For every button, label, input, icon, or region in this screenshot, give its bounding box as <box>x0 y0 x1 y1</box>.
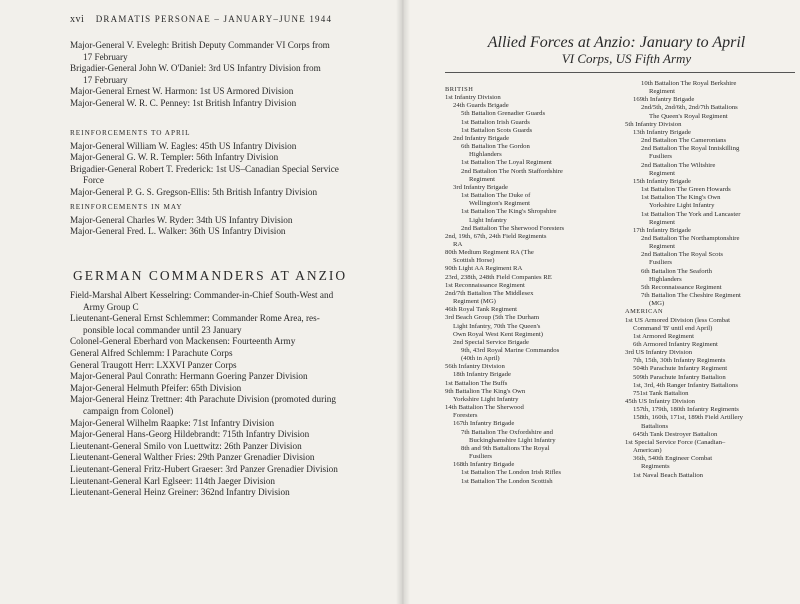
entry-line: Major-General Hans-Georg Hildebrandt: 715th Infantry Division <box>70 429 310 440</box>
commander-entry <box>70 348 396 360</box>
entry-line: Brigadier-General Robert T. Frederick: 1st US–Canadian Special Service <box>70 163 339 174</box>
unit-entry: 5th Infantry Division <box>625 120 682 128</box>
unit-entry: Yorkshire Light Infantry <box>649 202 715 210</box>
unit-entry: 157th, 179th, 180th Infantry Regiments <box>633 406 739 414</box>
unit-entry: 36th, 540th Engineer Combat <box>633 455 713 463</box>
unit-entry: 1st Battalion The London Irish Rifles <box>461 469 561 477</box>
unit-entry: 1st Battalion The King's Shropshire <box>461 208 557 216</box>
entry-line: Major-General P. G. S. Gregson-Ellis: 5th British Infantry Division <box>70 186 318 197</box>
entry-line: 17 February <box>83 51 128 62</box>
unit-entry: American) <box>633 447 662 455</box>
page-number: xvi <box>70 14 85 25</box>
unit-entry: Light Infantry, 70th The Queen's <box>453 322 541 330</box>
commander-entry <box>70 313 396 336</box>
entry-line: Field-Marshal Albert Kesselring: Commander-in-Chief South-West and <box>70 290 334 300</box>
commander-entry <box>70 464 396 476</box>
unit-entry: 167th Infantry Brigade <box>453 420 515 428</box>
unit-entry: Buckinghamshire Light Infantry <box>469 436 556 444</box>
unit-entry: 8th and 9th Battalions The Royal <box>461 444 550 452</box>
unit-entry: 13th Infantry Brigade <box>633 128 691 136</box>
unit-entry: 751st Tank Battalion <box>633 389 689 397</box>
commander-entry <box>70 487 396 499</box>
unit-entry: 168th Infantry Brigade <box>453 461 515 469</box>
unit-entry: 6th Armored Infantry Regiment <box>633 341 718 348</box>
unit-entry: 17th Infantry Brigade <box>633 226 691 234</box>
unit-entry: (40th in April) <box>461 355 500 363</box>
entry-line: Major-General W. R. C. Penney: 1st British Infantry Division <box>70 97 297 108</box>
entry-line: ponsible local commander until 23 January <box>83 324 242 335</box>
unit-entry: Light Infantry <box>469 216 507 224</box>
unit-entry: The Queen's Royal Regiment <box>649 112 728 120</box>
unit-entry: 1st Battalion The Buffs <box>445 379 508 387</box>
unit-entry: 56th Infantry Division <box>445 363 505 371</box>
running-head-title: DRAMATIS PERSONAE – JANUARY–JUNE 1944 <box>95 14 333 24</box>
commanders-list <box>70 40 396 110</box>
commander-entry <box>70 152 396 164</box>
entry-line: Major-General Fred. L. Walker: 36th US Infantry Division <box>70 226 286 237</box>
unit-entry: 2nd, 19th, 67th, 24th Field Regiments <box>445 232 547 240</box>
unit-entry: 24th Guards Brigade <box>453 102 509 110</box>
unit-entry: 1st Naval Beach Battalion <box>633 471 704 479</box>
unit-entry: 169th Infantry Brigade <box>633 96 695 104</box>
unit-entry: 3rd US Infantry Division <box>625 349 693 357</box>
unit-entry: 1st Battalion The London Scottish <box>461 477 553 485</box>
commander-entry <box>70 40 396 63</box>
unit-entry: 5th Reconnaissance Regiment <box>641 283 722 291</box>
unit-entry: Own Royal West Kent Regiment) <box>453 330 543 338</box>
entry-line: Lieutenant-General Smilo von Luettwitz: 26th Panzer Division <box>70 440 302 451</box>
entry-line: Major-General Helmuth Pfeifer: 65th Division <box>70 382 242 393</box>
commander-entry <box>70 63 396 86</box>
unit-entry: 10th Battalion The Royal Berkshire <box>641 80 737 87</box>
unit-entry: 23rd, 238th, 248th Field Companies RE <box>445 273 552 281</box>
commander-entry <box>70 215 396 227</box>
unit-entry: Foresters <box>453 412 478 420</box>
commander-entry <box>70 429 396 441</box>
commander-entry <box>70 226 396 238</box>
unit-entry: Fusiliers <box>649 259 673 267</box>
unit-entry: Scottish Horse) <box>453 257 495 265</box>
unit-entry: 1st Armored Regiment <box>633 332 694 340</box>
unit-entry: 1st Battalion Scots Guards <box>461 126 533 134</box>
entry-line: Colonel-General Eberhard von Mackensen: Fourteenth Army <box>70 336 296 347</box>
title-rule <box>445 72 795 73</box>
commander-entry <box>70 98 396 110</box>
entry-line: Major-General Wilhelm Raapke: 71st Infantry Division <box>70 417 275 428</box>
unit-entry: 1st Battalion The Loyal Regiment <box>461 159 552 167</box>
unit-entry: 7th, 15th, 30th Infantry Regiments <box>633 357 726 365</box>
unit-entry: 2nd Battalion The Wiltshire <box>641 161 716 169</box>
commander-entry <box>70 418 396 430</box>
german-commanders-list <box>70 290 396 499</box>
entry-line: Major-General Heinz Trettner: 4th Parachute Division (promoted during <box>70 394 336 405</box>
unit-entry: 2nd Battalion The Cameronians <box>641 137 727 145</box>
commander-entry <box>70 383 396 395</box>
unit-entry: 2nd Battalion The Royal Inniskilling <box>641 145 740 153</box>
unit-entry: 2nd/5th, 2nd/6th, 2nd/7th Battalions <box>641 104 738 112</box>
unit-entry: Regiment <box>649 243 676 251</box>
unit-entry: 2nd/7th Battalion The Middlesex <box>445 289 534 297</box>
section-heading: REINFORCEMENTS IN MAY <box>70 203 183 211</box>
german-commanders-heading: GERMAN COMMANDERS AT ANZIO <box>73 268 348 283</box>
entry-line: 17 February <box>83 74 128 85</box>
unit-entry: Highlanders <box>649 275 682 283</box>
unit-entry: 1st Special Service Force (Canadian– <box>625 438 726 446</box>
unit-entry: 6th Battalion The Gordon <box>461 143 530 151</box>
unit-entry: 9th, 43rd Royal Marine Commandos <box>461 347 560 354</box>
unit-entry: 1st US Armored Division (less Combat <box>625 316 730 324</box>
nation-heading: AMERICAN <box>625 308 664 316</box>
entry-line: Major-General Charles W. Ryder: 34th US Infantry Division <box>70 214 293 225</box>
commander-entry <box>70 86 396 98</box>
entry-line: Lieutenant-General Heinz Greiner: 362nd Infantry Division <box>70 487 290 498</box>
unit-entry: Regiment (MG) <box>453 298 496 306</box>
entry-line: General Traugott Herr: LXXVI Panzer Corps <box>70 359 237 370</box>
commander-entry <box>70 164 396 187</box>
unit-entry: 1st Battalion The Duke of <box>461 192 531 200</box>
unit-entry: 3rd Beach Group (5th The Durham <box>445 314 540 322</box>
unit-entry: 504th Parachute Infantry Regiment <box>633 365 728 373</box>
unit-entry: Regiment <box>649 88 676 96</box>
unit-entry: Regiment <box>649 169 676 177</box>
unit-entry: 45th US Infantry Division <box>625 398 696 406</box>
entry-line: Lieutenant-General Karl Eglseer: 114th Jaeger Division <box>70 475 276 486</box>
unit-entry: Command 'B' until end April) <box>633 324 713 332</box>
section-heading: REINFORCEMENTS TO APRIL <box>70 129 191 137</box>
entry-line: Force <box>83 175 104 186</box>
unit-entry: 645th Tank Destroyer Battalion <box>633 430 718 438</box>
unit-entry: 1st Battalion The Green Howards <box>641 186 731 194</box>
reinforcements-april-section <box>70 128 396 199</box>
unit-entry: (MG) <box>649 300 665 308</box>
commander-entry <box>70 360 396 372</box>
reinforcements-may-section <box>70 202 396 238</box>
commander-entry <box>70 336 396 348</box>
unit-entry: 1st Infantry Division <box>445 94 501 102</box>
entry-line: Major-General V. Evelegh: British Deputy Commander VI Corps from <box>70 40 330 50</box>
unit-entry: 1st Battalion The York and Lancaster <box>641 210 741 218</box>
unit-entry: 80th Medium Regiment RA (The <box>445 249 534 257</box>
entry-line: Major-General Ernest W. Harmon: 1st US Armored Division <box>70 86 294 97</box>
entry-line: Major-General G. W. R. Templer: 56th Infantry Division <box>70 152 279 163</box>
unit-entry: 7th Battalion The Oxfordshire and <box>461 428 553 436</box>
unit-entry: Yorkshire Light Infantry <box>453 395 519 403</box>
unit-entry: 18th Infantry Brigade <box>453 371 511 379</box>
unit-entry: Highlanders <box>469 151 502 159</box>
page-title: Allied Forces at Anzio: January to April <box>487 34 746 51</box>
unit-entry: 509th Parachute Infantry Battalion <box>633 373 726 381</box>
page-subtitle: VI Corps, US Fifth Army <box>561 51 692 66</box>
commander-entry <box>70 476 396 488</box>
unit-entry: 46th Royal Tank Regiment <box>445 306 518 314</box>
unit-entry: 158th, 160th, 171st, 189th Field Artillery <box>633 414 743 422</box>
entry-line: Major-General William W. Eagles: 45th US Infantry Division <box>70 140 297 151</box>
unit-entry: 6th Battalion The Seaforth <box>641 267 713 275</box>
unit-entry: 7th Battalion The Cheshire Regiment <box>641 292 741 300</box>
unit-entry: 1st, 3rd, 4th Ranger Infantry Battalions <box>633 381 738 389</box>
unit-entry: Fusiliers <box>469 453 493 461</box>
unit-entry: 1st Battalion The King's Own <box>641 194 721 202</box>
unit-entry: 9th Battalion The King's Own <box>445 387 526 395</box>
entry-line: Brigadier-General John W. O'Daniel: 3rd US Infantry Division from <box>70 63 321 74</box>
unit-entry: 2nd Battalion The Sherwood Foresters <box>461 224 565 232</box>
unit-entry: 2nd Infantry Brigade <box>453 134 510 142</box>
commander-entry <box>70 290 396 313</box>
unit-entry: 1st Battalion Irish Guards <box>461 118 530 126</box>
unit-entry: 2nd Battalion The North Staffordshire <box>461 167 563 175</box>
unit-entry: 1st Reconnaissance Regiment <box>445 281 525 289</box>
unit-entry: 5th Battalion Grenadier Guards <box>461 110 546 118</box>
order-of-battle-column-1 <box>445 86 617 486</box>
order-of-battle-column-2 <box>625 80 797 480</box>
commander-entry <box>70 441 396 453</box>
nation-heading: BRITISH <box>445 86 474 93</box>
right-page <box>403 0 800 604</box>
unit-entry: Battalions <box>641 422 669 430</box>
unit-entry: Regiment <box>649 218 676 226</box>
unit-entry: RA <box>453 240 463 248</box>
unit-entry: 2nd Special Service Brigade <box>453 338 529 346</box>
entry-line: Lieutenant-General Ernst Schlemmer: Commander Rome Area, res- <box>70 313 320 324</box>
commander-entry <box>70 141 396 153</box>
entry-line: Lieutenant-General Walther Fries: 29th Panzer Grenadier Division <box>70 452 315 463</box>
entry-line: Lieutenant-General Fritz-Hubert Graeser: 3rd Panzer Grenadier Division <box>70 463 338 474</box>
unit-entry: Regiments <box>641 463 670 471</box>
unit-entry: 90th Light AA Regiment RA <box>445 265 523 273</box>
commander-entry <box>70 371 396 383</box>
book-gutter <box>396 0 410 604</box>
unit-entry: 14th Battalion The Sherwood <box>445 404 524 412</box>
unit-entry: 15th Infantry Brigade <box>633 177 691 185</box>
entry-line: Army Group C <box>83 301 139 312</box>
unit-entry: 2nd Battalion The Royal Scots <box>641 251 723 259</box>
commander-entry <box>70 452 396 464</box>
unit-entry: Wellington's Regiment <box>469 200 531 208</box>
unit-entry: 2nd Battalion The Northamptonshire <box>641 234 740 242</box>
entry-line: campaign from Colonel) <box>83 405 174 416</box>
entry-line: Major-General Paul Conrath: Hermann Goering Panzer Division <box>70 371 308 382</box>
commander-entry <box>70 187 396 199</box>
entry-line: General Alfred Schlemm: I Parachute Corps <box>70 347 233 358</box>
commander-entry <box>70 394 396 417</box>
running-head <box>70 14 332 25</box>
unit-entry: Regiment <box>469 175 496 183</box>
unit-entry: Fusiliers <box>649 153 673 161</box>
unit-entry: 3rd Infantry Brigade <box>453 183 508 191</box>
